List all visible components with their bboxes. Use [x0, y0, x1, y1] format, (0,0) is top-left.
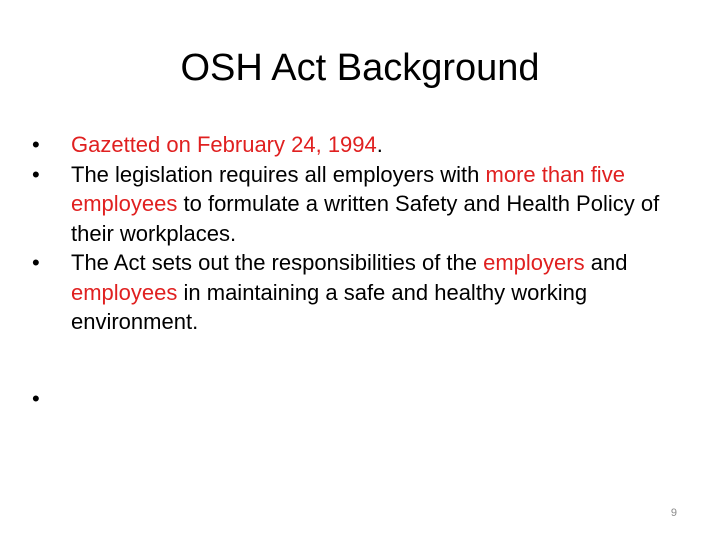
- bullet-item-legislation: [32, 160, 704, 249]
- bullet-text: The legislation requires all employers with: [71, 161, 486, 187]
- gazetted-date-text: Gazetted on February 24, 1994: [71, 132, 377, 157]
- bullet-list: [32, 130, 704, 337]
- highlight-employees: employees: [71, 279, 178, 305]
- bullet-marker: •: [32, 161, 40, 187]
- empty-bullet-marker: •: [32, 386, 40, 411]
- highlight-employers: employers: [483, 250, 585, 275]
- bullet-text: to formulate a written Safety and Health Policy of their workplaces.: [71, 191, 660, 246]
- highlight-more-than-five-employees: more than five employees: [71, 161, 625, 216]
- slide-title: OSH Act Background: [180, 47, 540, 89]
- bullet-item-responsibilities: [32, 248, 704, 337]
- bullet-marker: •: [32, 132, 40, 157]
- bullet-item-gazetted: [32, 130, 704, 160]
- bullet-marker: •: [32, 250, 40, 275]
- bullet-text: .: [376, 132, 383, 157]
- page-number: 9: [670, 507, 677, 519]
- bullet-text: The Act sets out the responsibilities of the: [71, 250, 484, 275]
- bullet-text: in maintaining a safe and healthy working environment.: [71, 279, 588, 334]
- bullet-text: and: [584, 250, 628, 275]
